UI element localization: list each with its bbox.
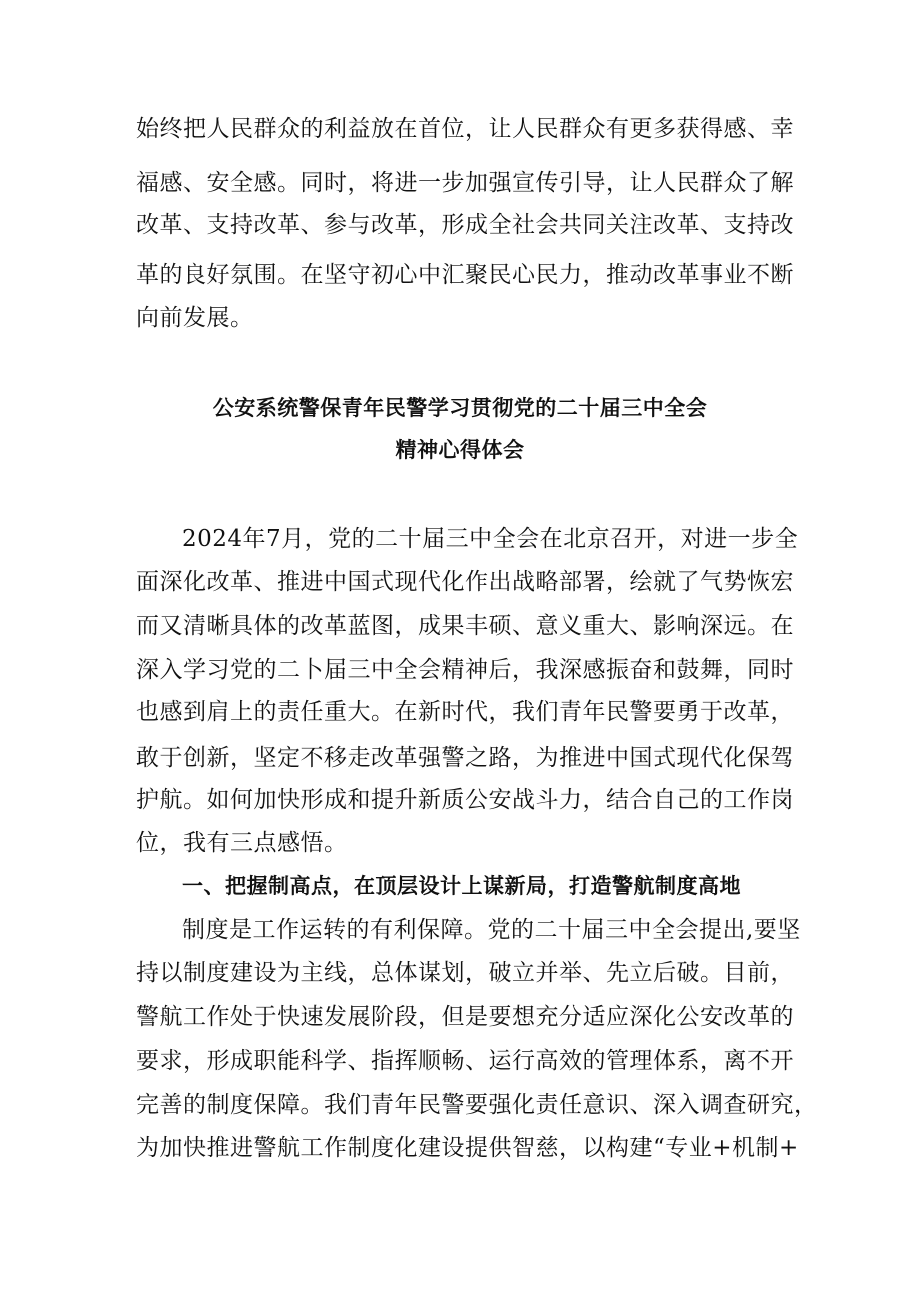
article-title-line-1: 公安系统警保青年民警学习贯彻党的二十届三中全会 [212, 396, 708, 420]
paragraph-line: 敢于创新，坚定不移走改革强警之路，为推进中国式现代化保驾 [136, 745, 794, 771]
section-heading: 一、把握制高点，在顶层设计上谋新局，打造警航制度高地 [182, 874, 741, 898]
intro-line: 始终把人民群众的利益放在首位，让人民群众有更多获得感、幸 [136, 116, 794, 142]
paragraph-line: 而又清晰具体的改革蓝图，成果丰硕、意义重大、影响深远。在 [136, 613, 794, 639]
paragraph-line: 也感到肩上的责任重大。在新时代，我们青年民警要勇于改革， [136, 699, 794, 725]
paragraph-line: 为加快推进警航工作制度化建设提供智慈，以构建“专业+机制+ [136, 1135, 799, 1161]
intro-line: 革的良好氛围。在坚守初心中汇聚民心民力，推动改革事业不断 [136, 262, 794, 288]
intro-line: 改革、支持改革、参与改革，形成全社会共同关注改革、支持改 [136, 212, 794, 238]
article-title-line-2: 精神心得体会 [395, 438, 525, 462]
paragraph-line: 2024年7月，党的二十届三中全会在北京召开，对进一步全 [182, 526, 799, 552]
paragraph-line: 面深化改革、推进中国式现代化作出战略部署，绘就了气势恢宏 [136, 569, 794, 595]
paragraph-line: 警航工作处于快速发展阶段，但是要想充分适应深化公安改革的 [136, 1004, 794, 1030]
paragraph-line: 完善的制度保障。我们青年民警要强化责任意识、深入调查研究， [136, 1092, 818, 1118]
intro-line: 向前发展。 [136, 305, 254, 331]
paragraph-line: 位，我有三点感悟。 [136, 830, 348, 856]
paragraph-line: 持以制度建设为主线，总体谋划，破立并举、先立后破。目前， [136, 960, 794, 986]
paragraph-line: 深入学习党的二卜届三中全会精神后，我深感振奋和鼓舞，同时 [136, 657, 794, 683]
paragraph-line: 护航。如何加快形成和提升新质公安战斗力，结合自己的工作岗 [136, 787, 794, 813]
paragraph-line: 要求，形成职能科学、指挥顺畅、运行高效的管理体系，离不开 [136, 1048, 794, 1074]
intro-line: 福感、安全感。同时，将进一步加强宣传引导，让人民群众了解 [136, 170, 794, 196]
paragraph-line: 制度是工作运转的有利保障。党的二十届三中全会提出,要坚 [182, 917, 801, 943]
